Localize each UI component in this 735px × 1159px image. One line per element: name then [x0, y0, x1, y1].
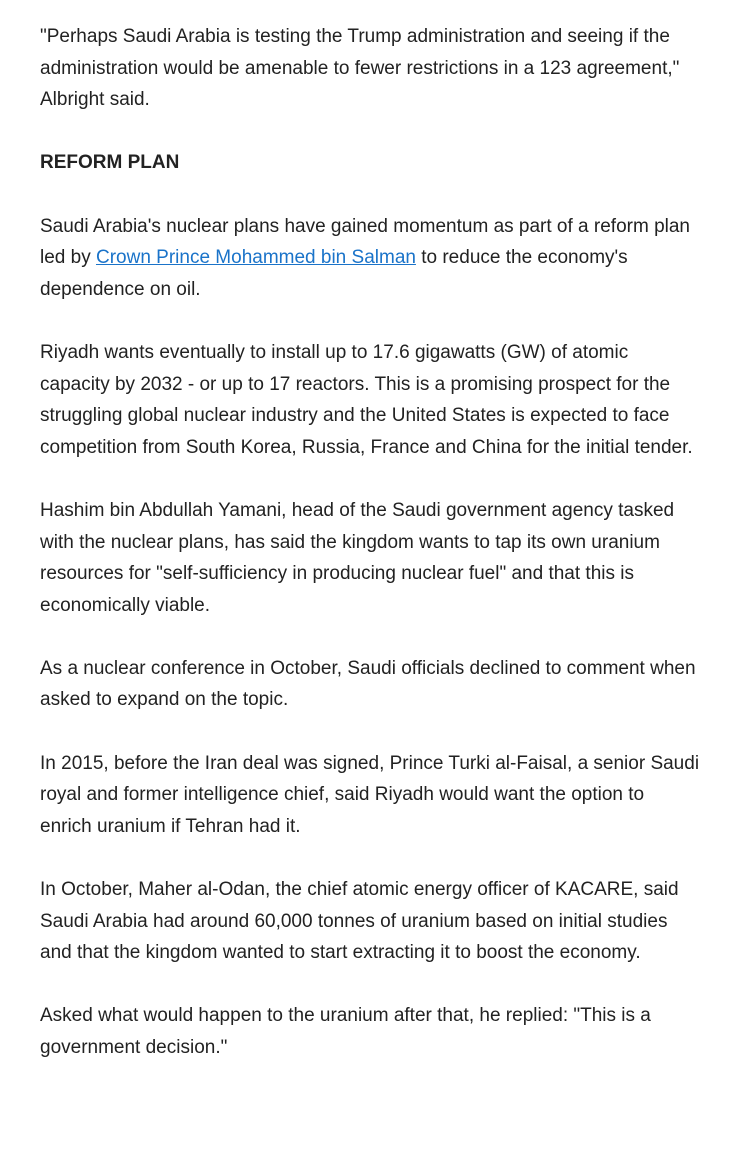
section-heading-reform-plan: REFORM PLAN — [40, 152, 180, 174]
paragraph-reform-plan — [40, 211, 700, 306]
paragraph-yamani: Hashim bin Abdullah Yamani, head of the Saudi government agency tasked with the nuclear plans, has said the kingdom wants to tap its own uranium resources for "self-sufficiency in producing nuclear fuel" and that this is economically viable. — [40, 499, 675, 616]
paragraph-turki-al-faisal: In 2015, before the Iran deal was signed, Prince Turki al-Faisal, a senior Saudi royal and former intelligence chief, said Riyadh would want the option to enrich uranium if Tehran had it. — [40, 752, 700, 837]
paragraph-text-after-link: to reduce the economy's dependence on oil. — [40, 247, 628, 300]
paragraph-text-before-link: Saudi Arabia's nuclear plans have gained momentum as part of a reform plan led by — [40, 215, 690, 269]
paragraph-riyadh-capacity: Riyadh wants eventually to install up to 17.6 gigawatts (GW) of atomic capacity by 2032 - or up to 17 reactors. This is a promising prospect for the struggling global nuclear industry and the United States is expected to face competition from South Korea, Russia, France and China for the initial tender. — [40, 341, 693, 458]
paragraph-nuclear-conference: As a nuclear conference in October, Saudi officials declined to comment when asked to expand on the topic. — [40, 657, 696, 711]
paragraph-albright-quote: "Perhaps Saudi Arabia is testing the Trump administration and seeing if the administration would be amenable to fewer restrictions in a 123 agreement," Albright said. — [40, 26, 680, 111]
paragraph-government-decision: Asked what would happen to the uranium after that, he replied: "This is a government decision." — [40, 1005, 651, 1058]
paragraph-maher-al-odan: In October, Maher al-Odan, the chief atomic energy officer of KACARE, said Saudi Arabia had around 60,000 tonnes of uranium based on initial studies and that the kingdom wanted to start extracting it to boost the economy. — [40, 879, 679, 964]
crown-prince-link[interactable]: Crown Prince Mohammed bin Salman — [95, 247, 416, 269]
article-body — [40, 21, 700, 1095]
